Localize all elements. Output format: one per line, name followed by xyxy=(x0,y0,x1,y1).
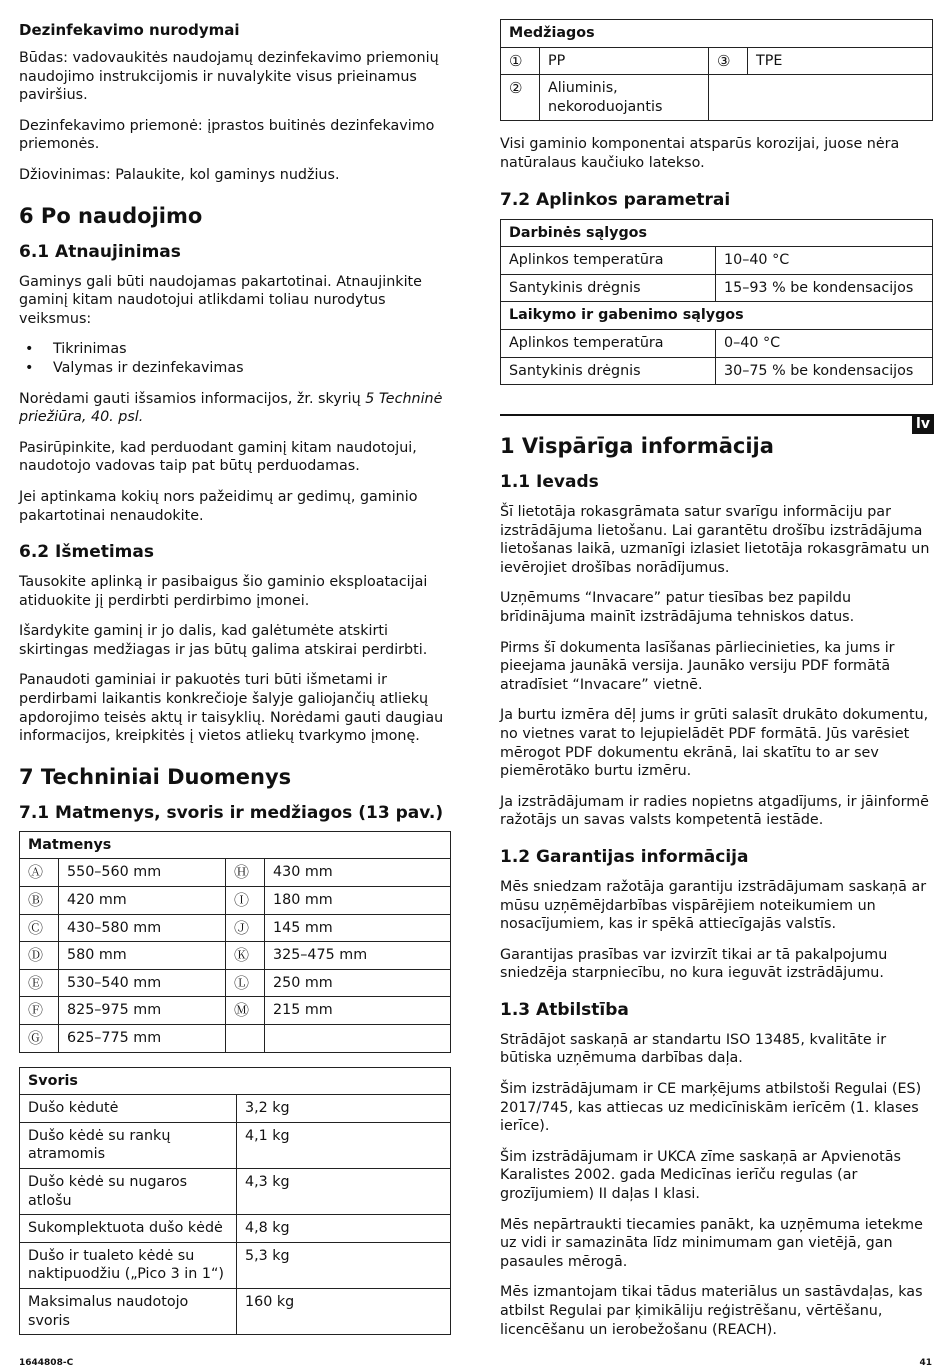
document-code: 1644808-C xyxy=(19,1358,74,1368)
language-divider xyxy=(500,414,933,416)
lv-section-1-title: 1 Vispārīga informācija xyxy=(500,434,774,458)
section-6-1-title: 6.1 Atnaujinimas xyxy=(19,241,181,262)
reference-paragraph: Norėdami gauti išsamios informacijos, žr. skyrių 5 Techninė priežiūra, 40. psl. xyxy=(19,390,443,426)
table-row: Ⓕ 825–975 mm Ⓜ 215 mm xyxy=(20,997,451,1025)
lv-intro-paragraph-2: Uzņēmums “Invacare” patur tiesības bez papildu brīdinājuma mainīt izstrādājuma tehniskos datus. xyxy=(500,590,855,625)
table-row: Ⓒ 430–580 mm Ⓙ 145 mm xyxy=(20,914,451,942)
operating-conditions-header: Darbinės sąlygos xyxy=(501,219,933,247)
lv-compliance-paragraph-4: Mēs nepārtraukti tiecamies panākt, ka uzņēmuma ietekme uz vidi ir samazināta līdz minimumam gan vietējā, gan pasaules mērogā. xyxy=(500,1216,923,1270)
disposal-paragraph-2: Išardykite gaminį ir jo dalis, kad galėtumėte atskirti skirtingas medžiagas ir jas būtų galima atskirai perdirbti. xyxy=(19,623,428,658)
materials-table xyxy=(500,19,933,121)
lv-intro-paragraph-5: Ja izstrādājumam ir radies nopietns atgadījums, ir jāinformē ražotājs un savas valsts kompetentā iestāde. xyxy=(500,793,929,829)
table-row: Ⓓ 580 mm Ⓚ 325–475 mm xyxy=(20,942,451,970)
table-row: ① PP ③ TPE xyxy=(501,47,933,75)
section-reference-link[interactable]: 5 Techninė priežiūra, 40. psl. xyxy=(19,390,443,426)
latvian-section xyxy=(500,433,933,1351)
table-row: Ⓔ 530–540 mm Ⓛ 250 mm xyxy=(20,969,451,997)
lv-warranty-paragraph-2: Garantijas prasības var izvirzīt tikai ar tā pakalpojumu sniedzēja starpniecību, no kura ieguvāt izstrādājumu. xyxy=(500,946,888,982)
table-row: Dušo kėdė su rankų atramomis 4,1 kg xyxy=(20,1122,451,1168)
section-7-1-title: 7.1 Matmenys, svoris ir medžiagos (13 pav.) xyxy=(19,802,444,823)
right-column xyxy=(500,19,933,385)
lv-intro-paragraph-1: Šī lietotāja rokasgrāmata satur svarīgu informāciju par izstrādājuma lietošanu. Lai garantētu drošību izstrādājuma lietošanas laikā, uzmanīgi izlasiet lietotāja rokasgrāmatu un ievērojiet drošības norādījumus. xyxy=(500,504,930,576)
left-column xyxy=(19,20,451,1335)
language-tab: lv xyxy=(912,414,934,434)
disinfection-drying: Džiovinimas: Palaukite, kol gaminys nudžius. xyxy=(19,166,340,183)
lv-compliance-paragraph-5: Mēs izmantojam tikai tādus materiālus un sastāvdaļas, kas atbilst Regulai par ķimikāliju reģistrēšanu, vērtēšanu, licencēšanu un ierobežošanu (REACH). xyxy=(500,1284,923,1338)
lv-section-1-2-title: 1.2 Garantijas informācija xyxy=(500,846,749,867)
table-row: Sukomplektuota dušo kėdė 4,8 kg xyxy=(20,1215,451,1243)
table-row: Dušo kėdutė 3,2 kg xyxy=(20,1095,451,1123)
table-row: Santykinis drėgnis 15–93 % be kondensacijos xyxy=(501,274,933,302)
lv-section-1-3-title: 1.3 Atbilstība xyxy=(500,999,629,1020)
section-6-title: 6 Po naudojimo xyxy=(19,203,203,228)
environment-table xyxy=(500,219,933,386)
lv-intro-paragraph-4: Ja burtu izmēra dēļ jums ir grūti salasīt drukāto dokumentu, no vietnes varat to lejupielādēt PDF formātā. Jūs varēsiet mērogot PDF dokumentu ekrānā, lai skatītu to ar sev piemērotāko burtu izmēru. xyxy=(500,707,929,780)
handover-paragraph: Pasirūpinkite, kad perduodant gaminį kitam naudotojui, naudotojo vadovas taip pat būtų perduodamas. xyxy=(19,439,417,475)
lv-compliance-paragraph-2: Šim izstrādājumam ir CE marķējums atbilstoši Regulai (ES) 2017/745, kas attiecas uz medicīniskām ierīcēm (1. klases ierīce). xyxy=(500,1081,922,1135)
damage-paragraph: Jei aptinkama kokių nors pažeidimų ar gedimų, gaminio pakartotinai nenaudokite. xyxy=(19,488,418,524)
section-7-title: 7 Techniniai Duomenys xyxy=(19,764,292,789)
lv-compliance-paragraph-1: Strādājot saskaņā ar standartu ISO 13485, kvalitāte ir būtiska uzņēmuma darbības daļa. xyxy=(500,1031,887,1067)
list-item: • Valymas ir dezinfekavimas xyxy=(53,359,451,378)
weight-header: Svoris xyxy=(20,1067,451,1095)
list-item: • Tikrinimas xyxy=(53,340,451,359)
lv-compliance-paragraph-3: Šim izstrādājumam ir UKCA zīme saskaņā ar Apvienotās Karalistes 2002. gada Medicīnas ierīču regulas (ar grozījumiem) II daļas I klasi. xyxy=(500,1148,901,1203)
dimensions-header: Matmenys xyxy=(20,831,451,859)
dimensions-table xyxy=(19,831,451,1053)
materials-note: Visi gaminio komponentai atsparūs korozijai, juose nėra natūralaus kaučiuko latekso. xyxy=(500,136,900,171)
table-row: Ⓑ 420 mm Ⓘ 180 mm xyxy=(20,887,451,915)
table-row: Aplinkos temperatūra 10–40 °C xyxy=(501,247,933,275)
table-row: Dušo ir tualeto kėdė su naktipuodžiu („Pico 3 in 1“) 5,3 kg xyxy=(20,1242,451,1288)
lv-section-1-1-title: 1.1 Ievads xyxy=(500,472,599,492)
disposal-paragraph-1: Tausokite aplinką ir pasibaigus šio gaminio eksploatacijai atiduokite jį perdirbti perdirbimo įmonei. xyxy=(19,574,428,609)
disinfection-method: Būdas: vadovaukitės naudojamų dezinfekavimo priemonių naudojimo instrukcijomis ir nuvalykite visus prieinamus paviršius. xyxy=(19,50,439,104)
lv-intro-paragraph-3: Pirms šī dokumenta lasīšanas pārliecinieties, ka jums ir pieejama jaunākā versija. Jaunāko versiju PDF formātā atradīsiet “Invacare” vietnē. xyxy=(500,639,895,693)
table-row: ② Aliuminis, nekoroduojantis xyxy=(501,75,933,121)
storage-conditions-header: Laikymo ir gabenimo sąlygos xyxy=(501,302,933,330)
lv-warranty-paragraph-1: Mēs sniedzam ražotāja garantiju izstrādājumam saskaņā ar mūsu uzņēmējdarbības vispārējiem noteikumiem un nosacījumiem, kas ir spēkā attiecīgajās valstīs. xyxy=(500,878,927,933)
section-6-2-title: 6.2 Išmetimas xyxy=(19,542,154,563)
disinfection-heading: Dezinfekavimo nurodymai xyxy=(19,21,240,39)
reuse-paragraph: Gaminys gali būti naudojamas pakartotinai. Atnaujinkite gaminį kitam naudotojui atlikdami toliau nurodytus veiksmus: xyxy=(19,273,422,327)
table-row: Dušo kėdė su nugaros atlošu 4,3 kg xyxy=(20,1168,451,1214)
section-7-2-title: 7.2 Aplinkos parametrai xyxy=(500,189,731,210)
materials-header: Medžiagos xyxy=(501,20,933,48)
disposal-paragraph-3: Panaudoti gaminiai ir pakuotės turi būti išmetami ir perdirbami laikantis konkrečioje šalyje galiojančių atliekų apdorojimo teisės aktų ir taisyklių. Norėdami gauti daugiau informacijos, kreipkitės į vietos atliekų tvarkymo įmonę. xyxy=(19,672,444,745)
table-row: Ⓐ 550–560 mm Ⓗ 430 mm xyxy=(20,859,451,887)
table-row: Aplinkos temperatūra 0–40 °C xyxy=(501,329,933,357)
table-row: Ⓖ 625–775 mm xyxy=(20,1025,451,1053)
table-row: Maksimalus naudotojo svoris 160 kg xyxy=(20,1288,451,1334)
weight-table xyxy=(19,1067,451,1336)
disinfection-agent: Dezinfekavimo priemonė: įprastos buitinės dezinfekavimo priemonės. xyxy=(19,117,435,153)
reuse-steps-list xyxy=(19,340,451,377)
page-number: 41 xyxy=(919,1358,932,1368)
table-row: Santykinis drėgnis 30–75 % be kondensacijos xyxy=(501,357,933,385)
